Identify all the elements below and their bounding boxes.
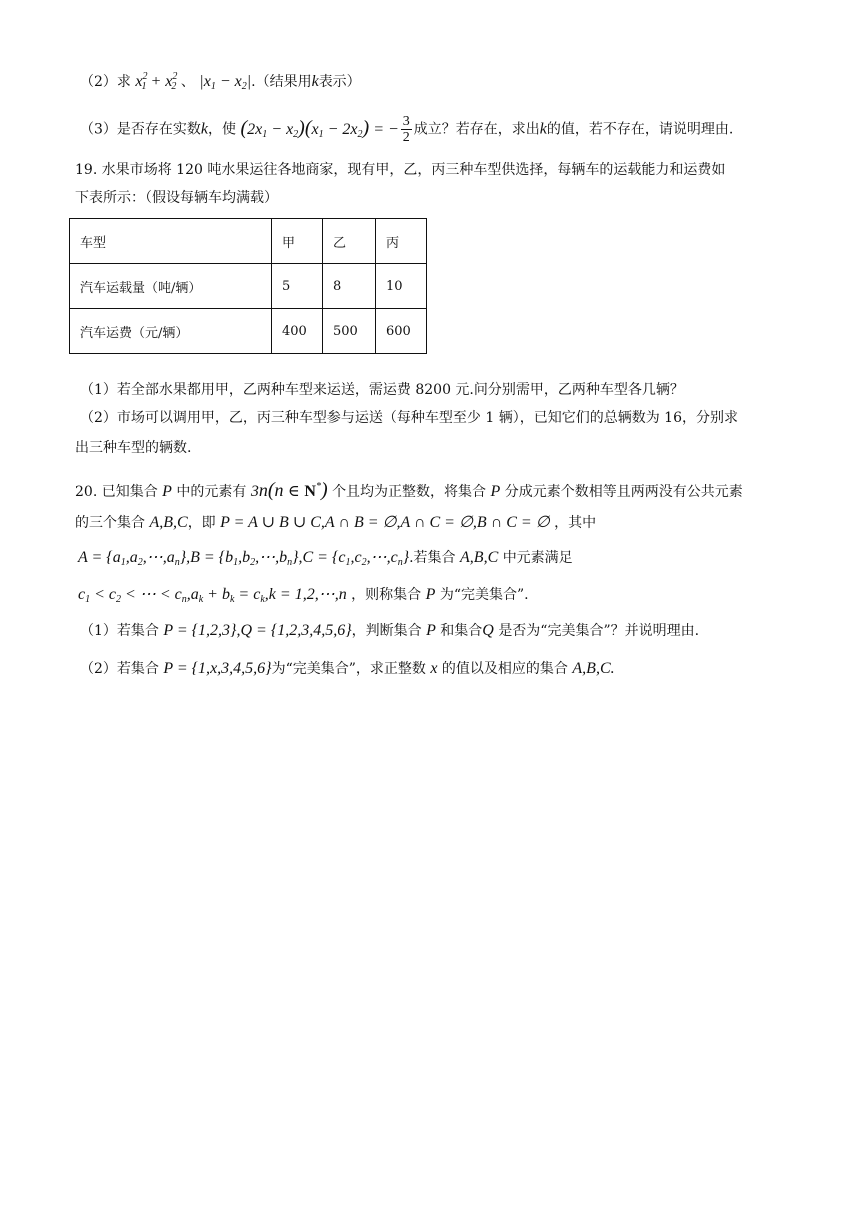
q20-line2: 的三个集合 A,B,C，即 P = A ∪ B ∪ C,A ∩ B = ∅,A ∩ C = ∅,B ∩ C = ∅ ，其中 [75, 514, 597, 531]
table-header-cell: 甲 [272, 219, 323, 264]
formula-sets-abc-2: A,B,C [460, 549, 499, 566]
table-header-cell: 丙 [376, 219, 427, 264]
table-cell: 10 [376, 264, 427, 309]
q19-stem-line2: 下表所示：（假设每辆车均满载） [75, 190, 278, 206]
formula-3n: 3n(n ∈ N*) [250, 479, 328, 501]
vehicle-table [69, 218, 427, 354]
q18-part3: （3）是否存在实数k，使 $(2x_1 - x_2)(x_1 - 2x_2)$ = − $\frac{3}{2}$ 成立？若存在，求出k的值，若不存在，请说明理由. [80, 114, 734, 145]
table-cell: 汽车运费（元/辆） [70, 309, 272, 354]
table-cell: 5 [272, 264, 323, 309]
q20-part1: （1）若集合 P = {1,2,3},Q = {1,2,3,4,5,6}，判断集合 P 和集合Q 是否为“完美集合”？并说明理由. [80, 622, 700, 639]
formula-partition: P = A ∪ B ∪ C,A ∩ B = ∅,A ∩ C = ∅,B ∩ C = ∅ [220, 514, 550, 531]
table-cell: 汽车运载量（吨/辆） [70, 264, 272, 309]
q20-line3: $A = \{a_1,a_2,\cdots,a_n\},B$ = $\{b_1,b_2,\cdots,b_n\},C$ = $\{c_1,c_2,\cdots,c_n\}$.若集合 A,B,C 中元素满足 [78, 549, 573, 568]
fraction-three-halves: $\frac{3}{2}$ [402, 114, 410, 145]
formula-p-q-sets: P = {1,2,3},Q = {1,2,3,4,5,6} [163, 622, 352, 639]
table-row [70, 264, 427, 309]
q19-part2-line2: 出三种车型的辆数. [75, 440, 192, 456]
q20-part2: （2）若集合 P = {1,x,3,4,5,6}为“完美集合”，求正整数 x 的值以及相应的集合 A,B,C. [80, 660, 615, 677]
table-row [70, 309, 427, 354]
table-cell: 600 [376, 309, 427, 354]
q19-part2-line1: （2）市场可以调用甲，乙，丙三种车型参与运送（每种车型至少 1 辆），已知它们的总辆数为 16，分别求 [80, 410, 738, 426]
formula-p-with-x: P = {1,x,3,4,5,6} [163, 660, 272, 677]
formula-sets-abc-3: A,B,C. [572, 660, 615, 677]
table-cell: 400 [272, 309, 323, 354]
q20-line1: 20. 已知集合 P 中的元素有 3n(n ∈ N*) 个且均为正整数，将集合 P 分成元素个数相等且两两没有公共元素 [75, 479, 743, 501]
formula-condition: $c_1 < c_2$ < ⋯ < $c_n,a_k + b_k = c_k,k$ = 1,2,⋯,n [78, 586, 347, 605]
q19-part1: （1）若全部水果都用甲，乙两种车型来运送，需运费 8200 元.问分别需甲，乙两种车型各几辆？ [80, 382, 684, 398]
table-header-row [70, 219, 427, 264]
q20-line4: $c_1 < c_2$ < ⋯ < $c_n,a_k + b_k = c_k,k$ = 1,2,⋯,n ，则称集合 P 为“完美集合”. [78, 586, 529, 605]
formula-sets-abc: A,B,C [149, 514, 188, 531]
formula-x1sq-plus-x2sq: $x^2_1 + x^2_2$ [135, 71, 178, 92]
formula-abs-diff: $|x_1 - x_2|$ [199, 73, 252, 92]
table-header-cell: 乙 [323, 219, 376, 264]
q19-stem-line1: 19. 水果市场将 120 吨水果运往各地商家，现有甲，乙，丙三种车型供选择，每辆车的运载能力和运费如 [75, 162, 726, 178]
table-cell: 8 [323, 264, 376, 309]
q18-part2: （2）求 $x^2_1 + x^2_2$ 、 $|x_1 - x_2|$.（结果用k表示） [80, 71, 361, 92]
formula-product: $(2x_1 - x_2)(x_1 - 2x_2)$ = − [240, 116, 399, 140]
formula-set-defs: $A = \{a_1,a_2,\cdots,a_n\},B$ = $\{b_1,b_2,\cdots,b_n\},C$ = $\{c_1,c_2,\cdots,c_n\}$ [78, 549, 410, 568]
table-cell: 500 [323, 309, 376, 354]
table-header-cell: 车型 [70, 219, 272, 264]
